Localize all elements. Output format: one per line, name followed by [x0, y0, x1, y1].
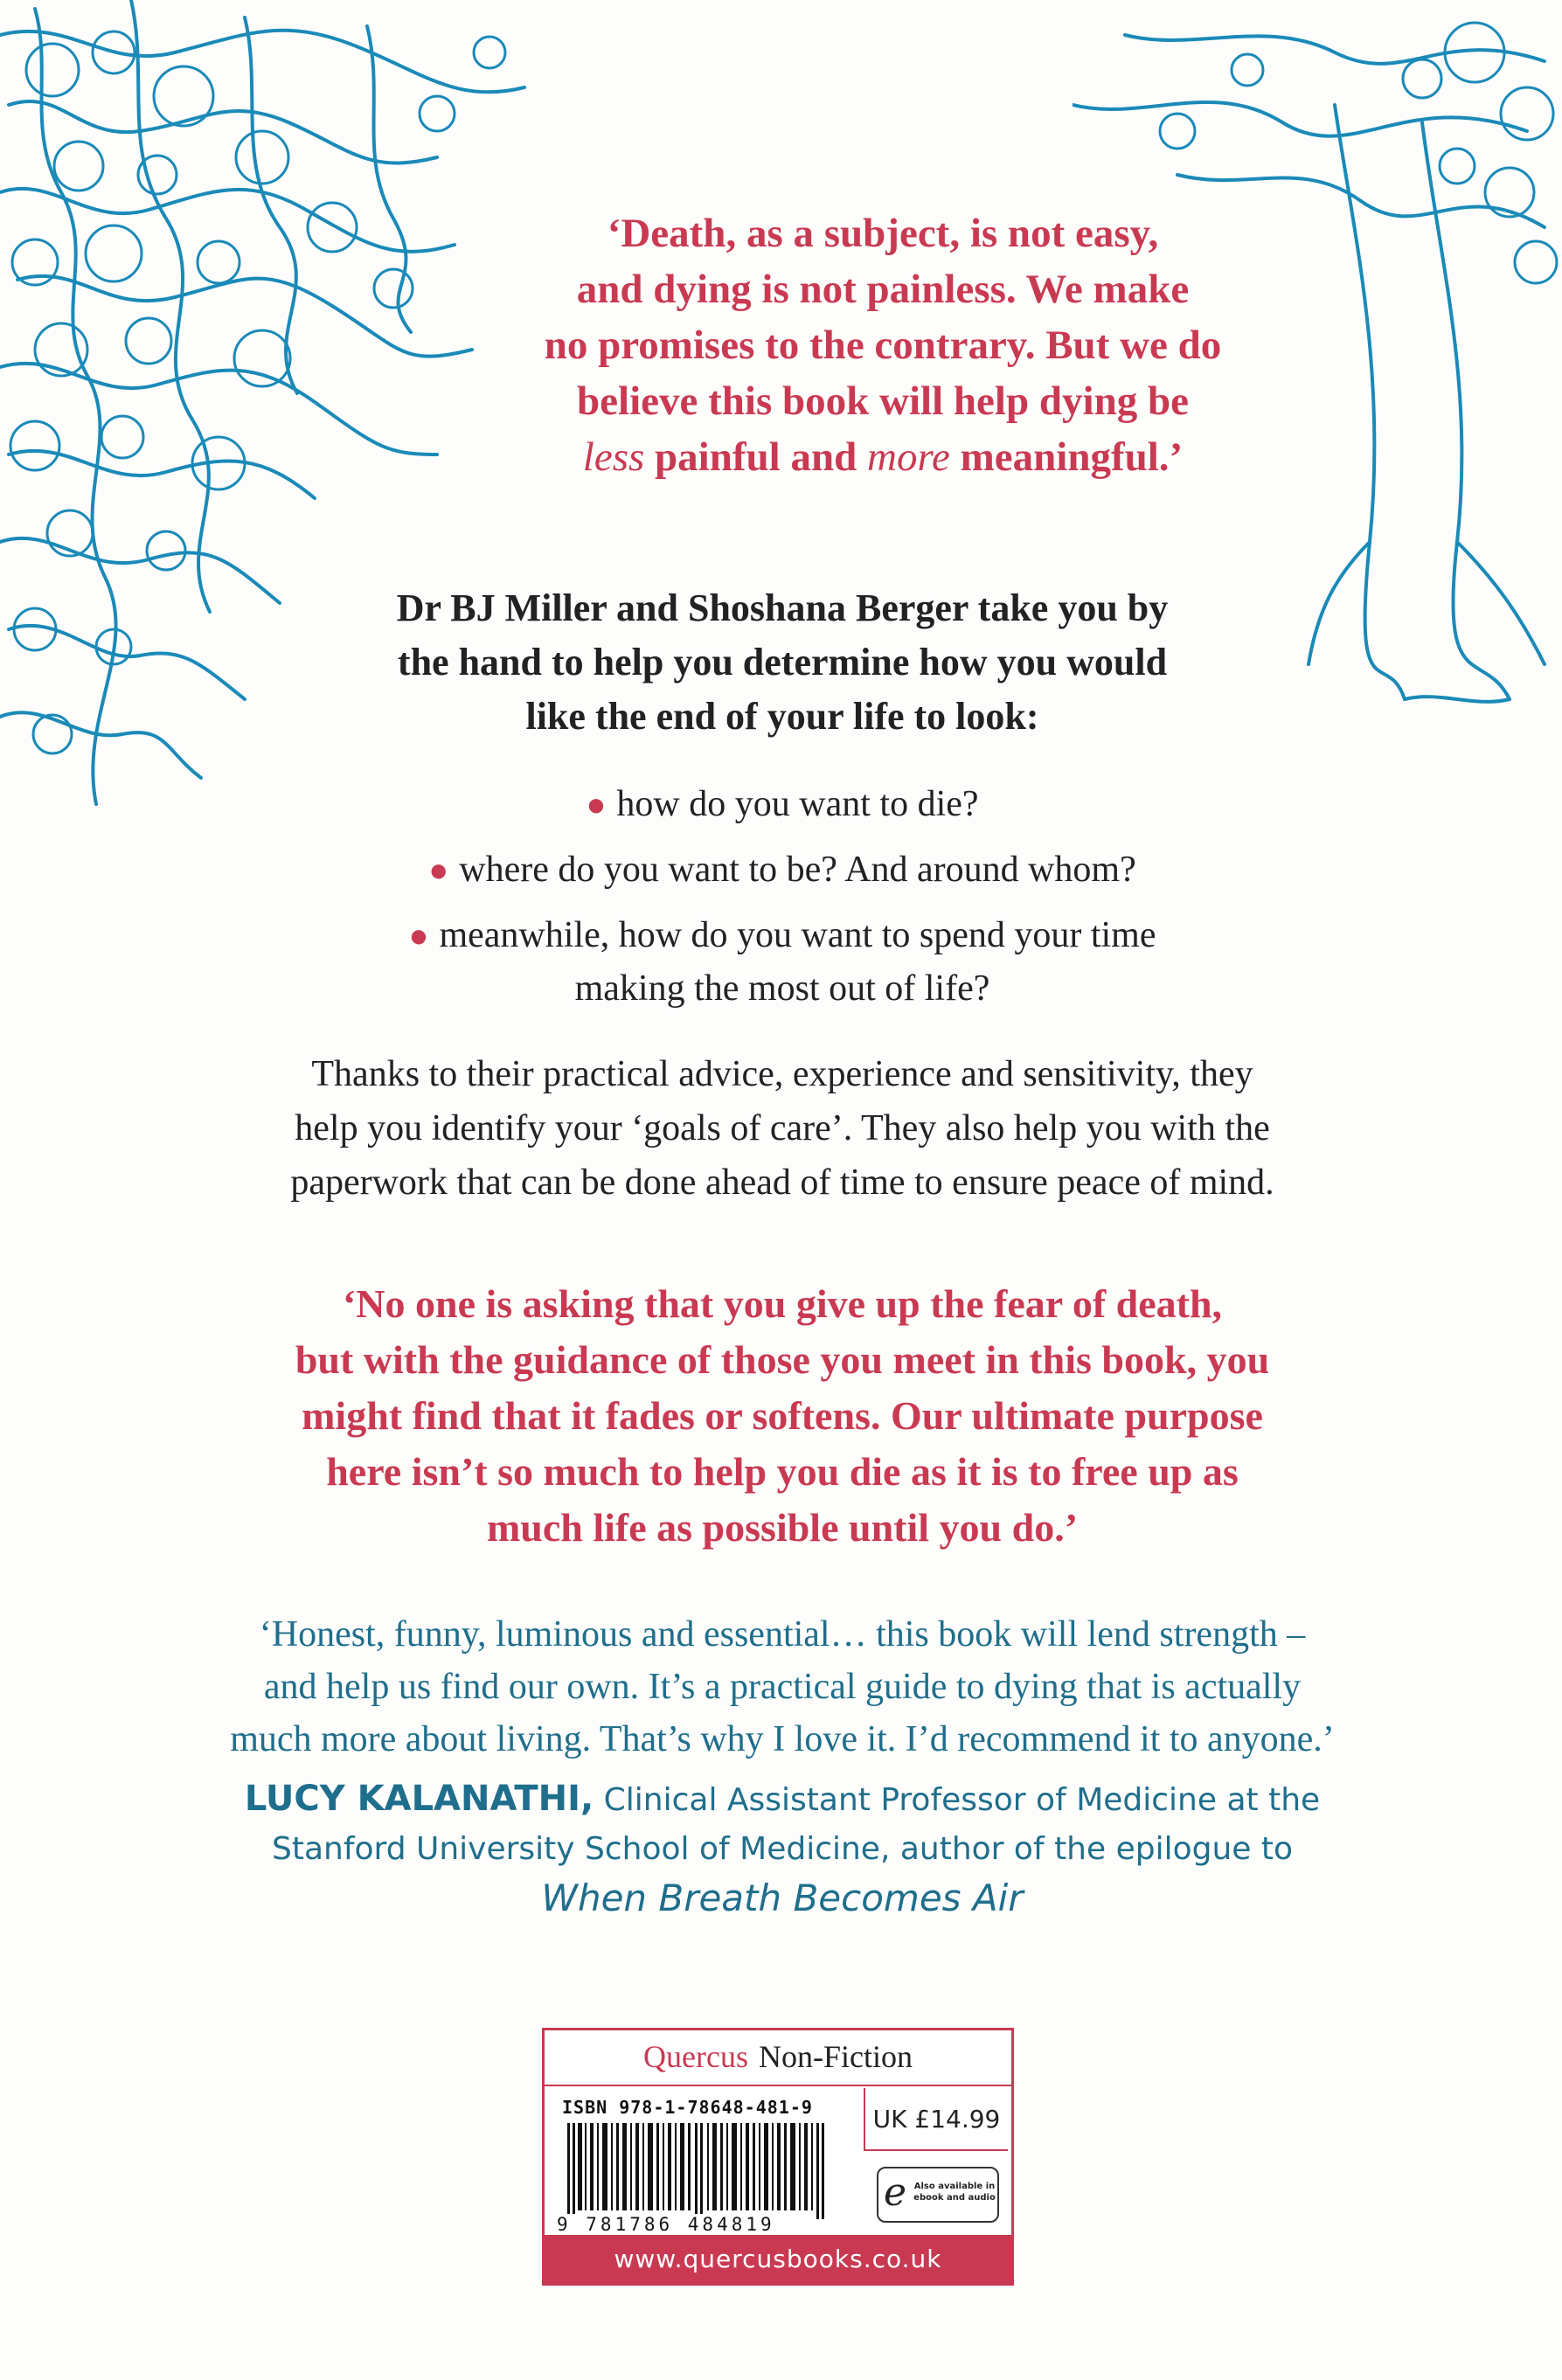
middle-quote-line: ‘No one is asking that you give up the fear of death,: [342, 1281, 1223, 1326]
barcode-icon: [562, 2123, 842, 2219]
emphasis-less: less: [582, 434, 645, 480]
bullet-icon: ●: [408, 918, 429, 954]
description-line: help you identify your ‘goals of care’. They also help you with the: [295, 1108, 1270, 1148]
top-quote-line: no promises to the contrary. But we do: [544, 323, 1222, 368]
middle-quote: [201, 1276, 1364, 1556]
publisher-header: [545, 2030, 1011, 2086]
middle-quote-line: here isn’t so much to help you die as it is to free up as: [326, 1449, 1239, 1494]
review-quote: [157, 1608, 1407, 1766]
middle-quote-line: might find that it fades or softens. Our ultimate purpose: [302, 1393, 1263, 1438]
referenced-book-title: When Breath Becomes Air: [541, 1877, 1024, 1919]
barcode-area: [545, 2086, 1011, 2235]
top-quote-line: [489, 429, 1276, 485]
review-line: and help us find our own. It’s a practical guide to dying that is actually: [263, 1667, 1302, 1707]
intro-line: Dr BJ Miller and Shoshana Berger take you by: [396, 586, 1169, 629]
bullet-icon: ●: [586, 787, 607, 823]
list-item: [262, 843, 1302, 897]
reviewer-role: Clinical Assistant Professor of Medicine at the: [594, 1782, 1321, 1818]
top-quote-line: ‘Death, as a subject, is not easy,: [607, 211, 1159, 256]
top-quote-line: and dying is not painless. We make: [576, 267, 1190, 312]
barcode-digits: 9 781786 484819: [557, 2214, 775, 2235]
description-line: Thanks to their practical advice, experience and sensitivity, they: [311, 1054, 1253, 1094]
description-line: paperwork that can be done ahead of time to ensure peace of mind.: [290, 1162, 1274, 1203]
attribution-line: Stanford University School of Medicine, author of the epilogue to: [271, 1831, 1294, 1867]
ebook-badge: [877, 2167, 999, 2223]
list-item: [262, 909, 1302, 1015]
top-quote: [489, 205, 1276, 485]
publisher-name: Quercus: [643, 2039, 748, 2074]
top-quote-fragment: painful and: [644, 434, 867, 480]
isbn-number: ISBN 978-1-78648-481-9: [562, 2097, 813, 2118]
ebook-note: Also available in ebook and audio: [913, 2182, 996, 2203]
top-quote-fragment: meaningful.’: [949, 434, 1184, 480]
publisher-category: Non-Fiction: [758, 2039, 913, 2074]
publisher-website: www.quercusbooks.co.uk: [545, 2235, 1011, 2283]
list-item-text: meanwhile, how do you want to spend your time: [439, 915, 1156, 955]
barcode-price-box: [542, 2028, 1014, 2286]
review-line: much more about living. That’s why I love it. I’d recommend it to anyone.’: [230, 1719, 1335, 1759]
middle-quote-line: much life as possible until you do.’: [486, 1505, 1079, 1550]
question-list: [262, 778, 1302, 1027]
intro-line: like the end of your life to look:: [525, 695, 1039, 738]
reviewer-name: LUCY KALANATHI,: [244, 1779, 594, 1819]
top-quote-line: believe this book will help dying be: [577, 378, 1189, 424]
price-label: UK £14.99: [864, 2088, 1008, 2151]
emphasis-more: more: [867, 434, 950, 480]
list-item: [262, 778, 1302, 831]
ebook-icon: e: [884, 2170, 907, 2215]
intro-paragraph: [315, 581, 1250, 744]
attribution-line: [157, 1774, 1407, 1825]
intro-line: the hand to help you determine how you would: [397, 641, 1168, 683]
bullet-icon: ●: [428, 852, 449, 889]
list-item-text: where do you want to be? And around whom?: [459, 850, 1136, 890]
review-attribution: [157, 1774, 1407, 1923]
review-line: ‘Honest, funny, luminous and essential… this book will lend strength –: [259, 1614, 1306, 1655]
list-item-text: making the most out of life?: [574, 968, 990, 1009]
description-paragraph: [157, 1047, 1407, 1210]
list-item-text: how do you want to die?: [616, 784, 979, 824]
middle-quote-line: but with the guidance of those you meet in this book, you: [295, 1337, 1270, 1382]
